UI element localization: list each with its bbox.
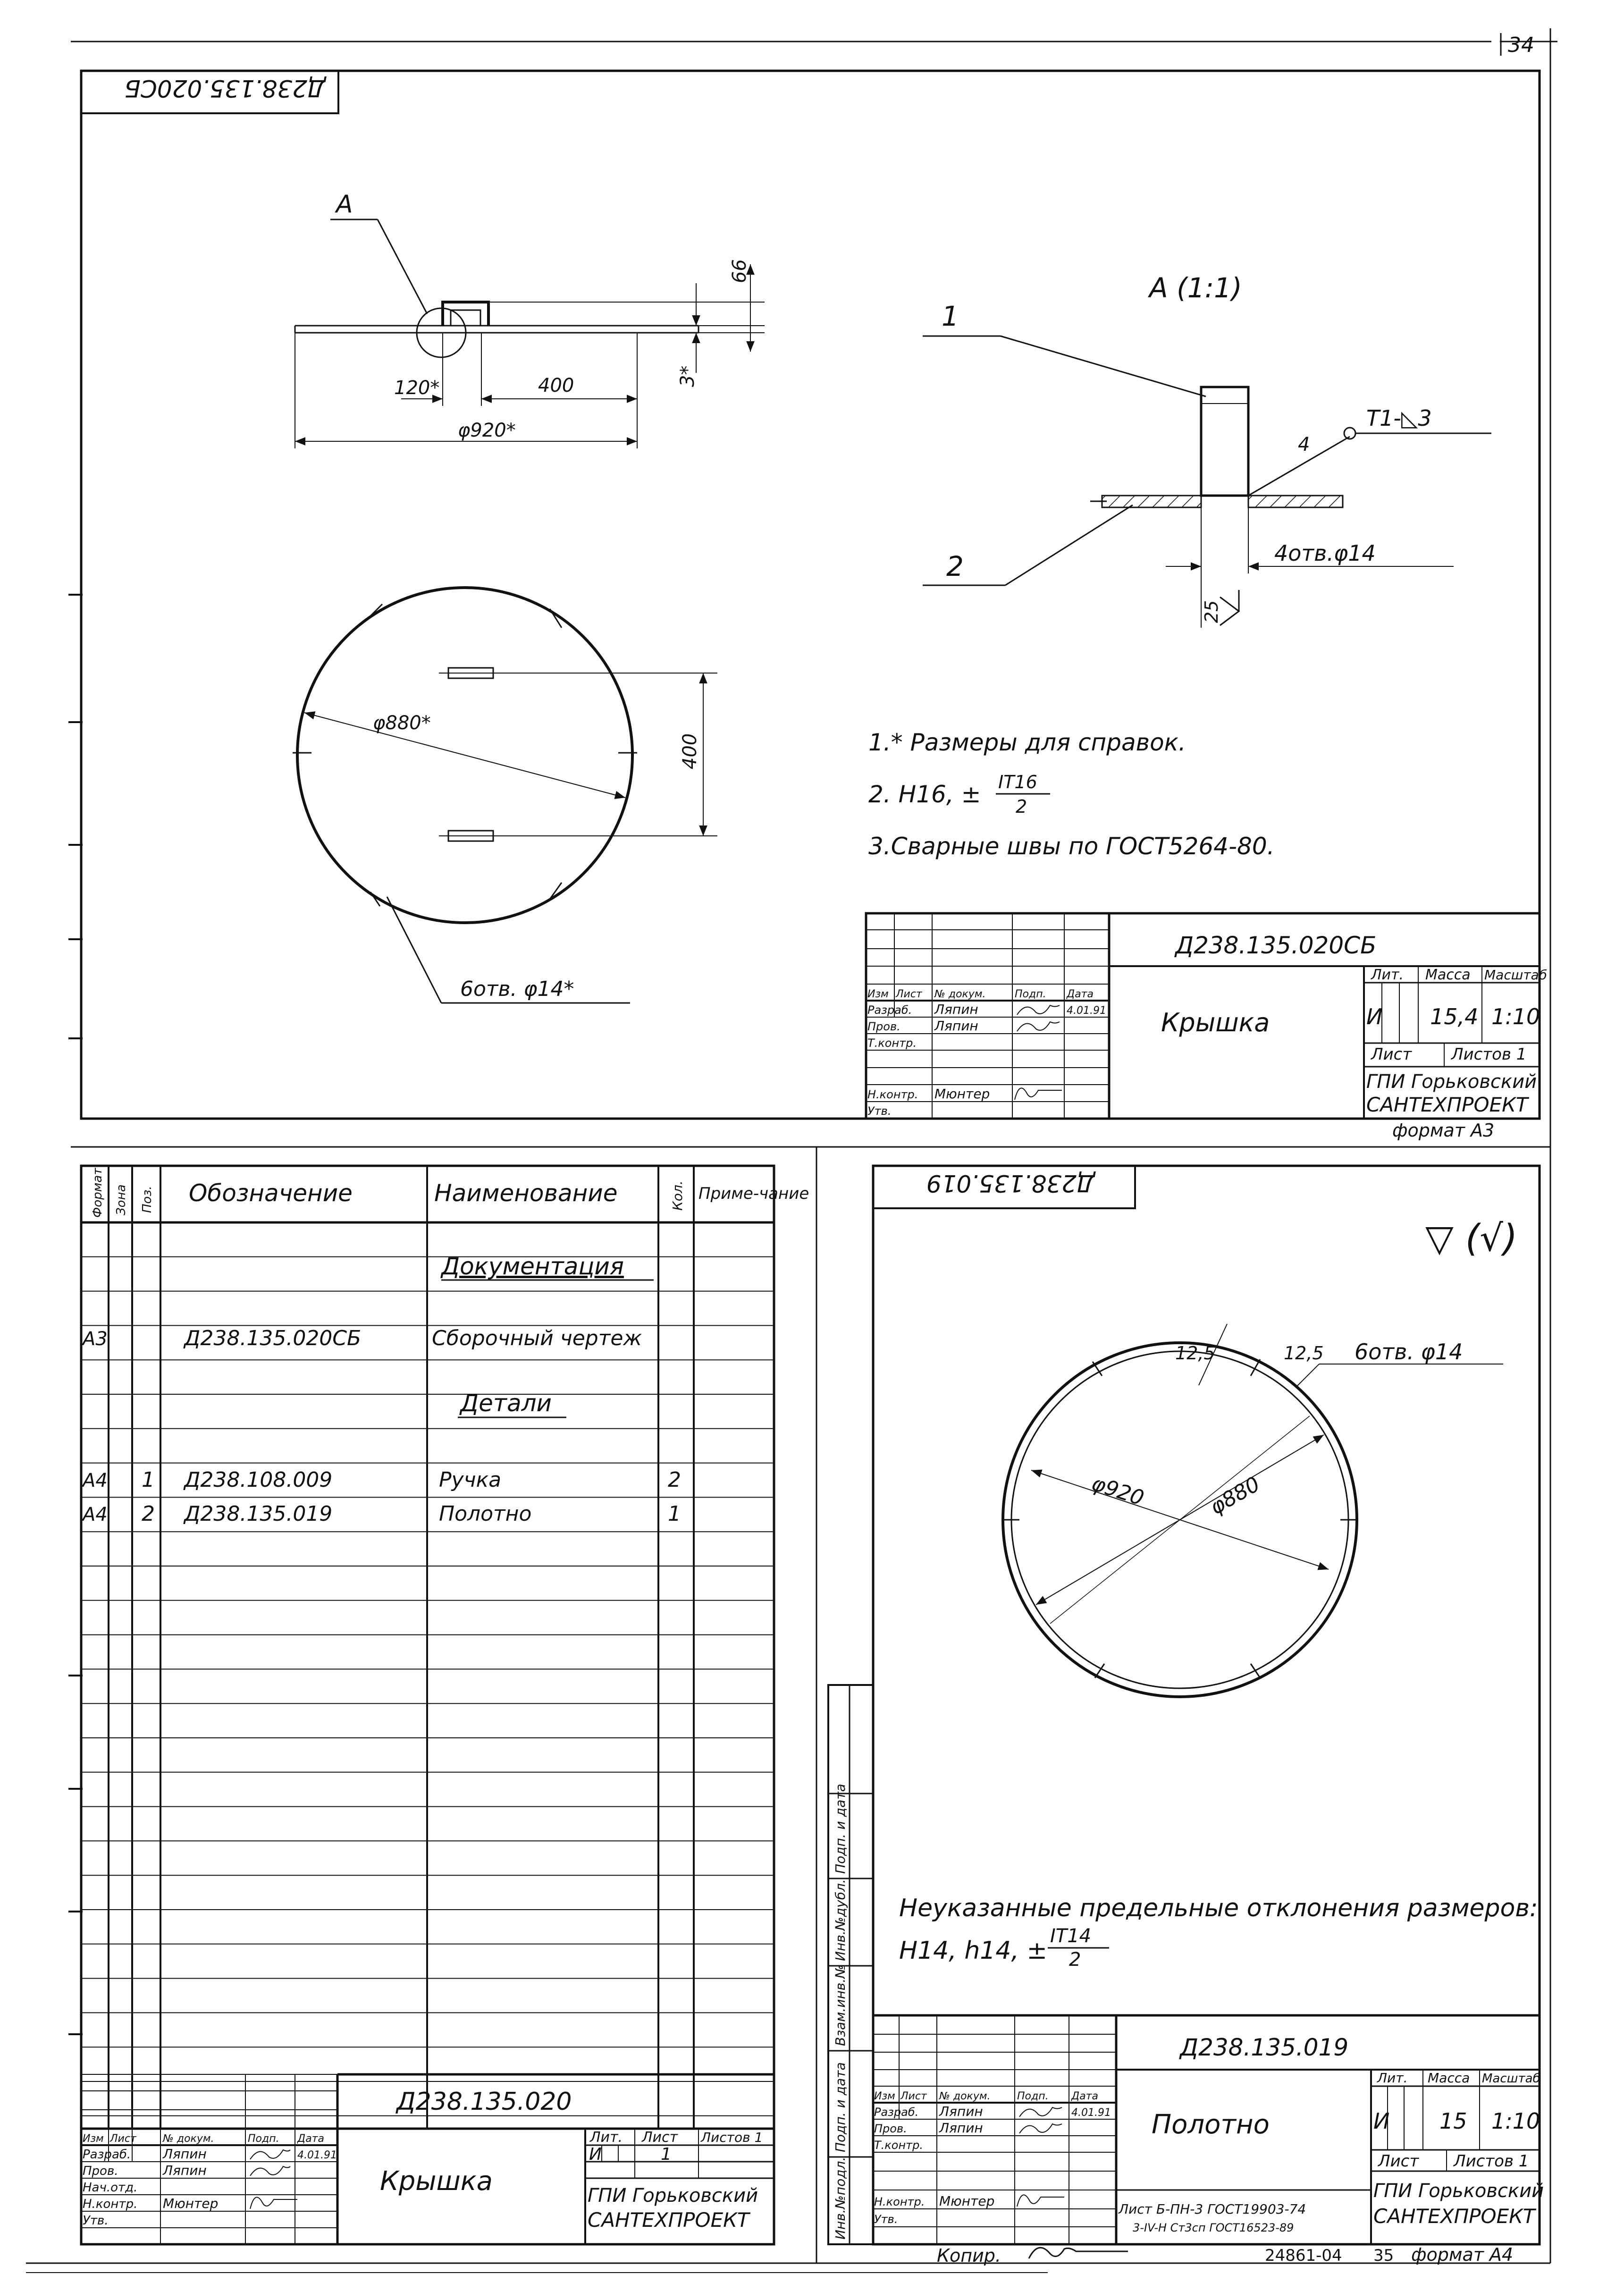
weld-symbol: Т1-◺3 [1366, 405, 1432, 431]
assembly-tb-role-1: Разраб. [867, 1003, 912, 1017]
assembly-tb-mass: 15,4 [1430, 1004, 1479, 1029]
weld-leg: 4 [1298, 434, 1310, 455]
part-rotated-code: Д238.135.019 [926, 1170, 1095, 1197]
note-2: 2. Н16, ± [868, 781, 981, 808]
assembly-tb-sheets: Листов 1 [1451, 1045, 1527, 1064]
spec-hdr-name: Наименование [434, 1179, 618, 1207]
part-tb-hdr-2: Лист [900, 2090, 927, 2102]
part-tb-sign-4 [1017, 2195, 1064, 2207]
assembly-tb-sign-4 [1015, 1088, 1062, 1100]
part-tb-hdr-scale: Масштаб [1482, 2072, 1540, 2086]
dim-880: φ880* [373, 712, 431, 734]
bottom-stamp: 24861-04 [1265, 2246, 1342, 2265]
part-dim-r1: 12,5 [1175, 1343, 1215, 1364]
assembly-notes [868, 729, 1275, 860]
spec-row-3-name: Полотно [439, 1502, 532, 1526]
dim-66: 66 [729, 259, 750, 283]
part-tb-name-2: Ляпин [939, 2120, 983, 2136]
spec-section-parts: Детали [460, 1390, 552, 1417]
assembly-tb-sign-1 [1017, 1005, 1060, 1015]
dim-400: 400 [538, 375, 574, 396]
assembly-tb-org1: ГПИ Горьковский [1366, 1071, 1537, 1093]
part-tb-role-1: Разраб. [874, 2106, 919, 2119]
part-tb-name-1: Ляпин [939, 2104, 983, 2119]
assembly-tb-hdr-3: № докум. [934, 988, 986, 1000]
assembly-tb-hdr-mass: Масса [1425, 967, 1471, 983]
kopir-signature [1029, 2248, 1128, 2258]
assembly-tb-scale: 1:10 [1491, 1004, 1540, 1029]
spec-tb-org1: ГПИ Горьковский [588, 2185, 758, 2207]
assembly-front-view [295, 190, 765, 448]
spec-row-3-code: Д238.135.019 [184, 1502, 333, 1526]
part-format: формат А4 [1411, 2244, 1514, 2265]
spec-tb-sign-1 [250, 2150, 290, 2159]
part-drawing [828, 1166, 1544, 2244]
assembly-plan-view [293, 588, 717, 1003]
spec-tb-sign-4 [250, 2197, 297, 2209]
assembly-tb-role-5: Утв. [867, 1104, 892, 1118]
assembly-tb-hdr-1: Изм [867, 988, 889, 1000]
dim-400-vertical: 400 [679, 733, 701, 769]
spec-row-3-format: А4 [83, 1504, 108, 1525]
spec-tb-role-5: Утв. [83, 2214, 109, 2228]
specification-table [81, 1166, 809, 2244]
part-tb-sheet: Лист [1378, 2152, 1419, 2171]
spec-tb-name-1: Ляпин [163, 2146, 207, 2162]
part-tb-role-2: Пров. [874, 2122, 907, 2135]
part-roughness: ▽ (√) [1425, 1217, 1518, 1260]
spec-tb-sheet: 1 [661, 2145, 672, 2164]
spec-row-1-name: Сборочный чертеж [432, 1326, 642, 1350]
spec-hdr-format: Формат [91, 1168, 105, 1218]
note-2-tol-den: 2 [1016, 796, 1027, 817]
part-tb-hdr-5: Дата [1071, 2090, 1098, 2102]
spec-tb-lit: И [589, 2145, 602, 2164]
spec-tb-hdr-3: № докум. [163, 2133, 214, 2145]
assembly-tb-role-2: Пров. [867, 1020, 900, 1033]
part-tb-org2: САНТЕХПРОЕКТ [1373, 2205, 1535, 2228]
spec-tb-org2: САНТЕХПРОЕКТ [588, 2208, 749, 2232]
page-frame [26, 28, 1557, 2273]
part-tb-hdr-3: № докум. [939, 2090, 991, 2102]
assembly-title-block [866, 913, 1547, 1141]
spec-tb-name: Крышка [380, 2166, 493, 2197]
spec-hdr-qty: Кол. [670, 1180, 685, 1211]
spec-tb-hdr-sheet: Лист [642, 2129, 678, 2146]
dim-920: φ920* [458, 420, 516, 441]
part-tb-hdr-4: Подп. [1017, 2090, 1049, 2102]
position-2-label: 2 [946, 550, 964, 582]
part-tb-sheets: Листов 1 [1454, 2152, 1529, 2171]
spec-tb-hdr-2: Лист [110, 2133, 136, 2145]
dim-3: 3* [677, 365, 698, 387]
assembly-tb-role-3: Т.контр. [867, 1036, 917, 1050]
spec-tb-sign-2 [250, 2166, 290, 2176]
assembly-rotated-code: Д238.135.020СБ [124, 75, 326, 102]
spec-row-2-name: Ручка [439, 1468, 502, 1492]
assembly-format: формат А3 [1392, 1120, 1495, 1141]
part-tb-role-5: Утв. [874, 2213, 898, 2226]
spec-hdr-pos: Поз. [140, 1186, 154, 1213]
side-label-4: Инв.№дубл. [833, 1879, 848, 1961]
side-label-3: Взам.инв.№ [833, 1964, 848, 2046]
assembly-tb-hdr-2: Лист [896, 988, 922, 1000]
part-tb-material-2: 3-IV-Н Ст3сп ГОСТ16523-89 [1133, 2221, 1294, 2234]
part-tb-name: Полотно [1152, 2109, 1270, 2140]
spec-hdr-code: Обозначение [189, 1179, 353, 1207]
part-tb-mass: 15 [1439, 2108, 1467, 2134]
detail-roughness: 25 [1201, 600, 1222, 623]
part-tb-role-4: Н.контр. [874, 2195, 925, 2208]
assembly-tb-lit: И [1366, 1004, 1383, 1029]
spec-section-docs: Документация [441, 1253, 624, 1280]
spec-row-2-code: Д238.108.009 [184, 1468, 333, 1492]
spec-row-3-pos: 2 [142, 1502, 155, 1526]
assembly-tb-hdr-4: Подп. [1015, 988, 1046, 1000]
note-3: 3.Сварные швы по ГОСТ5264-80. [868, 833, 1275, 860]
assembly-tb-sheet: Лист [1371, 1045, 1412, 1064]
spec-row-2-format: А4 [83, 1470, 108, 1491]
spec-row-1-code: Д238.135.020СБ [184, 1326, 362, 1350]
part-tb-role-3: Т.контр. [874, 2139, 924, 2152]
spec-row-3-qty: 1 [668, 1502, 681, 1526]
detail-holes: 4отв.φ14 [1274, 540, 1376, 566]
view-a-callout: А [336, 190, 353, 219]
spec-tb-name-4: Мюнтер [163, 2196, 219, 2211]
assembly-tb-name: Крышка [1161, 1008, 1270, 1037]
spec-row-1-format: А3 [83, 1328, 108, 1350]
note-1: 1.* Размеры для справок. [868, 729, 1186, 756]
spec-tb-hdr-1: Изм [83, 2133, 104, 2145]
side-label-5: Подп. и дата [833, 1784, 848, 1874]
spec-tb-code: Д238.135.020 [396, 2088, 572, 2116]
spec-tb-role-4: Н.контр. [83, 2197, 138, 2211]
spec-tb-role-3: Нач.отд. [83, 2181, 138, 2195]
dim-120: 120* [394, 377, 440, 399]
part-tb-sign-1 [1019, 2107, 1062, 2117]
sheet-number: 34 [1508, 33, 1534, 57]
part-tb-org1: ГПИ Горьковский [1373, 2180, 1544, 2202]
kopir-label: Копир. [937, 2245, 1001, 2266]
part-tb-sign-2 [1019, 2124, 1062, 2133]
bottom-stamp-page: 35 [1373, 2246, 1394, 2265]
assembly-tb-name-2: Ляпин [934, 1018, 978, 1034]
part-dim-880: φ880 [1206, 1472, 1264, 1520]
part-note-line-2: Н14, h14, ± [899, 1937, 1048, 1965]
detail-a-title: А (1:1) [1149, 272, 1242, 304]
assembly-tb-sign-2 [1017, 1022, 1060, 1031]
spec-tb-hdr-sheets: Листов 1 [701, 2130, 763, 2145]
part-tb-code: Д238.135.019 [1180, 2034, 1349, 2061]
part-tb-hdr-lit: Лит. [1377, 2070, 1408, 2086]
part-tb-lit: И [1373, 2108, 1390, 2134]
part-tb-hdr-mass: Масса [1428, 2070, 1470, 2086]
part-tb-hdr-1: Изм [874, 2090, 895, 2102]
spec-hdr-note: Приме-чание [698, 1184, 809, 1203]
position-1-label: 1 [942, 300, 959, 332]
spec-tb-hdr-5: Дата [297, 2133, 324, 2145]
spec-row-2-pos: 1 [142, 1468, 155, 1492]
part-tb-scale: 1:10 [1491, 2108, 1540, 2134]
part-holes: 6отв. φ14 [1355, 1339, 1463, 1364]
side-label-1: Инв.№подл. [833, 2156, 848, 2240]
side-label-2: Подп. и дата [833, 2062, 848, 2152]
assembly-tb-hdr-5: Дата [1067, 988, 1094, 1000]
assembly-tb-hdr-lit: Лит. [1371, 967, 1404, 983]
assembly-tb-date-1: 4.01.91 [1067, 1005, 1106, 1017]
spec-tb-hdr-lit: Лит. [590, 2129, 623, 2146]
spec-tb-role-1: Разраб. [83, 2148, 131, 2162]
assembly-tb-org2: САНТЕХПРОЕКТ [1366, 1093, 1528, 1116]
spec-tb-date-1: 4.01.91 [297, 2149, 337, 2161]
assembly-tb-name-1: Ляпин [934, 1002, 978, 1017]
spec-tb-role-2: Пров. [83, 2164, 118, 2178]
part-dim-920: φ920 [1088, 1471, 1147, 1511]
part-note-line-1: Неуказанные предельные отклонения размеров: [899, 1894, 1538, 1922]
part-tb-date-1: 4.01.91 [1071, 2107, 1111, 2119]
part-tb-material-1: Лист Б-ПН-3 ГОСТ19903-74 [1119, 2201, 1306, 2217]
part-dim-r2: 12,5 [1284, 1343, 1324, 1364]
assembly-tb-code: Д238.135.020СБ [1175, 932, 1377, 959]
part-note-tol-num: IT14 [1050, 1925, 1092, 1947]
assembly-tb-role-4: Н.контр. [867, 1088, 918, 1101]
assembly-tb-hdr-scale: Масштаб [1484, 967, 1548, 983]
spec-row-2-qty: 2 [668, 1468, 681, 1492]
holes-callout-assembly: 6отв. φ14* [460, 977, 574, 1001]
spec-tb-name-2: Ляпин [163, 2163, 207, 2178]
part-note-tol-den: 2 [1069, 1949, 1081, 1971]
part-tb-name-4: Мюнтер [939, 2193, 995, 2209]
spec-hdr-zone: Зона [114, 1184, 128, 1215]
detail-a-view [923, 272, 1491, 628]
assembly-frame [81, 71, 1540, 1119]
spec-tb-hdr-4: Подп. [248, 2133, 279, 2145]
assembly-tb-name-4: Мюнтер [934, 1086, 990, 1102]
note-2-tol-num: IT16 [998, 772, 1037, 792]
